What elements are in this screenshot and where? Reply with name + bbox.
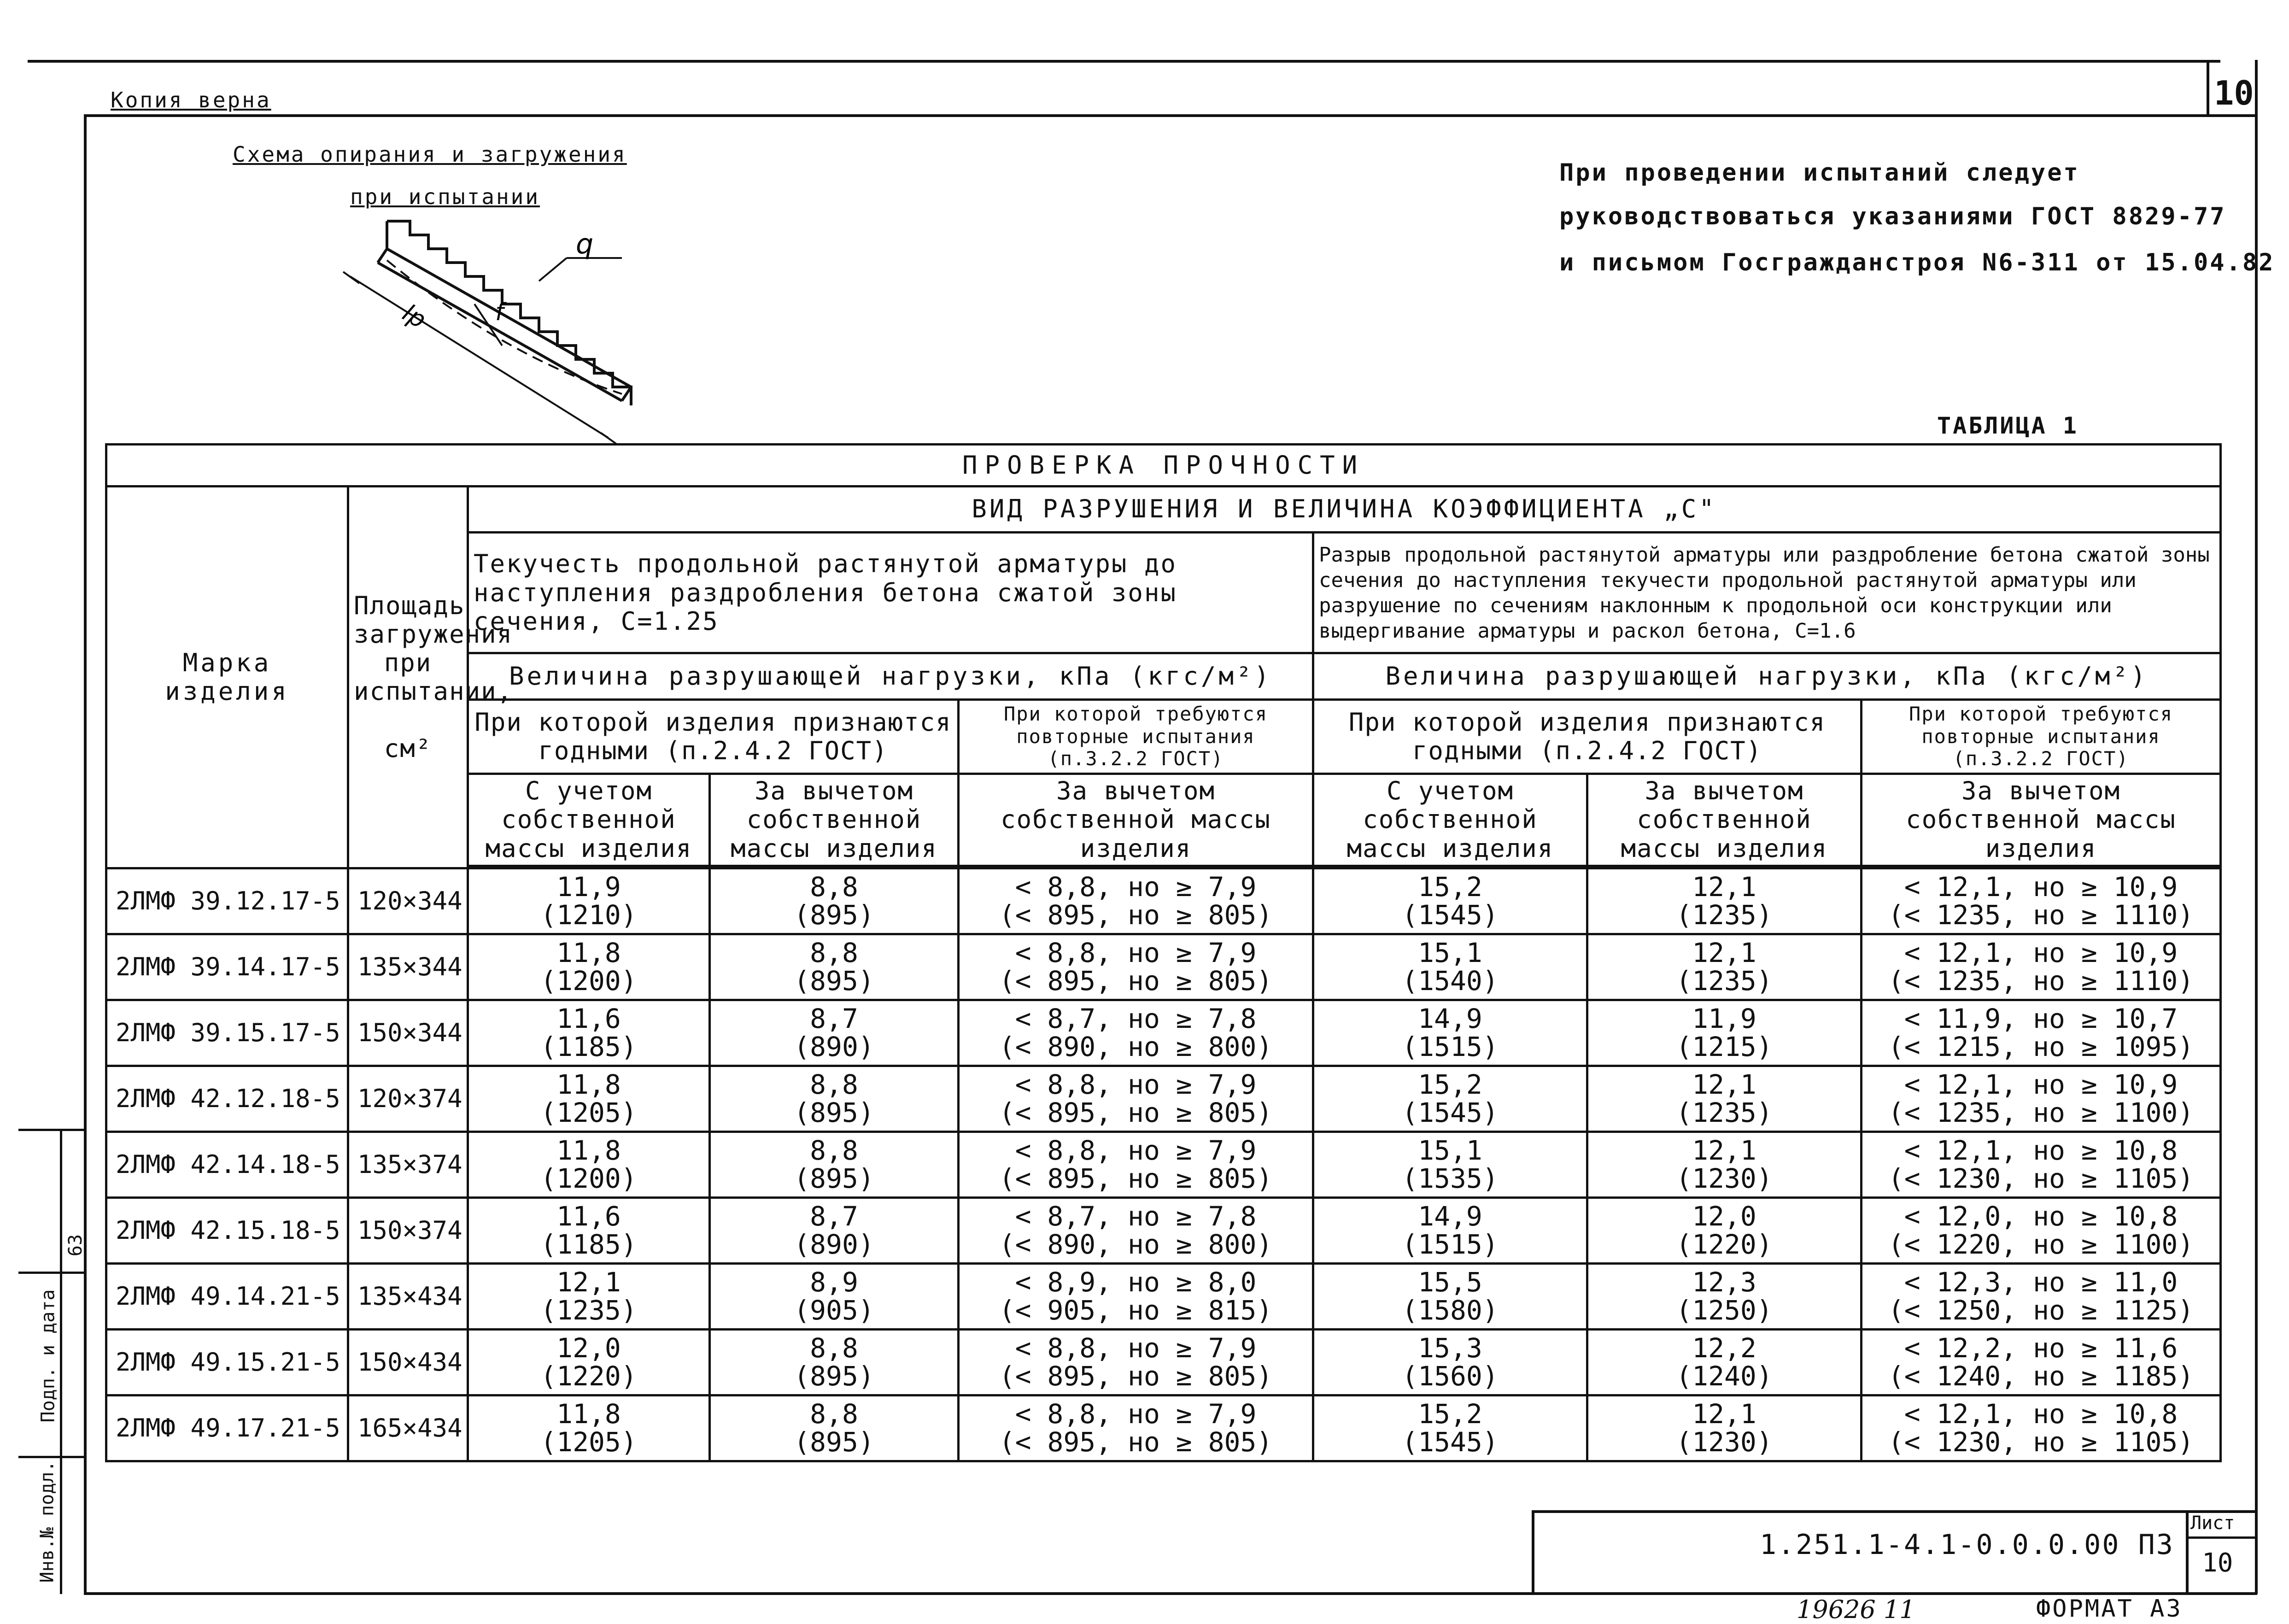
value: 12,1	[1692, 871, 1756, 903]
value-kgs: (< 895, но ≥ 805)	[999, 1163, 1273, 1195]
value-kgs: (890)	[794, 1031, 874, 1063]
value: 15,2	[1418, 871, 1482, 903]
frame-right	[2255, 60, 2258, 1594]
value: 8,8	[810, 1135, 858, 1167]
cell-g1-with	[468, 1330, 710, 1395]
stamp-h1	[18, 1129, 84, 1131]
value-kgs: (1210)	[540, 899, 637, 931]
cell-g1-with	[468, 1132, 710, 1198]
group2-title: Разрыв продольной растянутой арматуры или раздробление бетона сжатой зоны сечения до наступления текучести продольной растянутой арматуры или разрушение по сечениям наклонным к продольной оси конструкции или выдергивание арматуры и раскол бетона, С=1.6	[1313, 533, 2221, 653]
value: 11,8	[556, 1135, 621, 1167]
value-kgs: (< 1240, но ≥ 1185)	[1888, 1360, 2194, 1392]
row-area: 165×434	[348, 1395, 468, 1461]
value: 12,0	[556, 1332, 621, 1364]
cell-g1-retest	[959, 1132, 1313, 1198]
cell-g1-retest	[959, 1066, 1313, 1132]
value-kgs: (1185)	[540, 1229, 637, 1261]
scheme-title-2: при испытании	[350, 184, 540, 209]
value: < 8,7, но ≥ 7,8	[1015, 1201, 1257, 1232]
value: 8,8	[810, 871, 858, 903]
cell-g2-with	[1313, 934, 1587, 1000]
cell-g2-without	[1587, 1000, 1862, 1066]
row-area: 135×374	[348, 1132, 468, 1198]
value-kgs: (1230)	[1676, 1163, 1773, 1195]
value-kgs: (895)	[794, 1163, 874, 1195]
cell-g2-retest	[1862, 1066, 2221, 1132]
value-kgs: (1235)	[540, 1295, 637, 1326]
value-kgs: (< 1230, но ≥ 1105)	[1888, 1163, 2194, 1195]
loading-scheme-drawing	[336, 207, 668, 447]
note-line-1: При проведении испытаний следует	[1559, 159, 2080, 187]
table-title: ПРОВЕРКА ПРОЧНОСТИ	[106, 445, 2221, 487]
table-row	[106, 1066, 2221, 1132]
cell-g1-with	[468, 1000, 710, 1066]
value: < 8,8, но ≥ 7,9	[1015, 937, 1257, 969]
vid-header: ВИД РАЗРУШЕНИЯ И ВЕЛИЧИНА КОЭФФИЦИЕНТА „С"	[468, 486, 2221, 533]
q-leader	[539, 258, 567, 281]
col-area-header	[348, 486, 513, 868]
value-kgs: (1235)	[1676, 1097, 1773, 1129]
cell-g1-without	[710, 1330, 959, 1395]
good-title-g2: При которой изделия признаются годными (п.2.4.2 ГОСТ)	[1313, 699, 1862, 774]
value-kgs: (895)	[794, 965, 874, 997]
value: 14,9	[1418, 1201, 1482, 1232]
stamp-h3	[18, 1456, 84, 1458]
col-mark-header: Марка изделия	[106, 486, 348, 868]
stamp-inv: Инв.№ подл.	[36, 1460, 58, 1583]
load-title-g2: Величина разрушающей нагрузки, кПа (кгс/м²)	[1313, 653, 2221, 699]
cell-g1-with	[468, 1066, 710, 1132]
value: 11,8	[556, 937, 621, 969]
value: 15,1	[1418, 937, 1482, 969]
cell-g2-without	[1587, 1132, 1862, 1198]
cell-g2-retest	[1862, 1000, 2221, 1066]
cell-g1-without	[710, 1264, 959, 1330]
value-kgs: (1215)	[1676, 1031, 1773, 1063]
table-row	[106, 1264, 2221, 1330]
value-kgs: (905)	[794, 1295, 874, 1326]
cell-g1-without	[710, 868, 959, 934]
group1-title: Текучесть продольной растянутой арматуры до наступления раздробления бетона сжатой зоны сечения, С=1.25	[468, 533, 1313, 653]
cell-g2-without	[1587, 1264, 1862, 1330]
row-mark: 2ЛМФ 42.15.18-5	[106, 1198, 348, 1264]
value-kgs: (890)	[794, 1229, 874, 1261]
cell-g1-with	[468, 868, 710, 934]
value-kgs: (1560)	[1402, 1360, 1499, 1392]
cell-g1-retest	[959, 934, 1313, 1000]
value: 11,8	[556, 1069, 621, 1101]
stamp-podp: Подп. и дата	[37, 1289, 59, 1423]
value: 12,1	[1692, 1135, 1756, 1167]
row-area: 120×344	[348, 868, 468, 934]
value-kgs: (1235)	[1676, 965, 1773, 997]
col-area-unit: см²	[384, 734, 432, 763]
row-area: 150×434	[348, 1330, 468, 1395]
value-kgs: (< 1215, но ≥ 1095)	[1888, 1031, 2194, 1063]
row-area: 135×344	[348, 934, 468, 1000]
value-kgs: (< 895, но ≥ 805)	[999, 1426, 1273, 1458]
value: < 8,8, но ≥ 7,9	[1015, 1398, 1257, 1430]
cell-g2-without	[1587, 868, 1862, 934]
col-area-text: Площадь загружения при испытании,	[354, 591, 513, 706]
list-label: Лист	[2190, 1513, 2235, 1534]
value: 8,7	[810, 1003, 858, 1035]
value-kgs: (1250)	[1676, 1295, 1773, 1326]
value: 12,0	[1692, 1201, 1756, 1232]
title-block-list-line	[2186, 1536, 2255, 1539]
cell-g1-retest	[959, 1198, 1313, 1264]
row-mark: 2ЛМФ 49.14.21-5	[106, 1264, 348, 1330]
note-line-2: руководствоваться указаниями ГОСТ 8829-77	[1559, 203, 2226, 230]
cell-g2-retest	[1862, 1132, 2221, 1198]
row-mark: 2ЛМФ 42.14.18-5	[106, 1132, 348, 1198]
value-kgs: (895)	[794, 1097, 874, 1129]
value-kgs: (1220)	[1676, 1229, 1773, 1261]
value-kgs: (< 890, но ≥ 800)	[999, 1229, 1273, 1261]
value-kgs: (1515)	[1402, 1031, 1499, 1063]
stamp-h2	[18, 1272, 84, 1274]
label-f: f	[495, 299, 504, 326]
value-kgs: (895)	[794, 899, 874, 931]
value: 8,8	[810, 1069, 858, 1101]
cell-g1-without	[710, 934, 959, 1000]
table-row	[106, 1000, 2221, 1066]
value-kgs: (< 1235, но ≥ 1110)	[1888, 899, 2194, 931]
cell-g1-retest	[959, 1330, 1313, 1395]
sheet-corner-number: 10	[2214, 74, 2254, 112]
value: 14,9	[1418, 1003, 1482, 1035]
cell-g1-retest	[959, 1000, 1313, 1066]
value-kgs: (< 895, но ≥ 805)	[999, 899, 1273, 931]
cell-g1-without	[710, 1000, 959, 1066]
value-kgs: (1545)	[1402, 1426, 1499, 1458]
value: 12,1	[1692, 1069, 1756, 1101]
frame-top-right	[2207, 60, 2209, 115]
cell-g1-retest	[959, 1395, 1313, 1461]
corner-box-bottom	[2207, 114, 2257, 117]
row-area: 120×374	[348, 1066, 468, 1132]
cell-g1-without	[710, 1198, 959, 1264]
cell-g1-without	[710, 1132, 959, 1198]
cell-g1-with	[468, 1395, 710, 1461]
value: 15,1	[1418, 1135, 1482, 1167]
margin-number: 63	[65, 1234, 87, 1257]
value: < 11,9, но ≥ 10,7	[1904, 1003, 2178, 1035]
cell-g2-with	[1313, 868, 1587, 934]
value: 11,9	[556, 871, 621, 903]
value: 15,2	[1418, 1398, 1482, 1430]
cell-g2-retest	[1862, 868, 2221, 934]
value-kgs: (1540)	[1402, 965, 1499, 997]
value: < 12,0, но ≥ 10,8	[1904, 1201, 2178, 1232]
row-mark: 2ЛМФ 49.15.21-5	[106, 1330, 348, 1395]
row-mark: 2ЛМФ 49.17.21-5	[106, 1395, 348, 1461]
table-row	[106, 868, 2221, 934]
cell-g1-retest	[959, 1264, 1313, 1330]
value: < 8,8, но ≥ 7,9	[1015, 1069, 1257, 1101]
value: < 12,1, но ≥ 10,9	[1904, 937, 2178, 969]
sub-without-g2-retest: За вычетом собственной массы изделия	[1862, 774, 2221, 866]
sub-with-g2: С учетом собственной массы изделия	[1313, 774, 1587, 866]
row-area: 150×374	[348, 1198, 468, 1264]
label-lp: lp	[398, 299, 431, 334]
row-mark: 2ЛМФ 39.12.17-5	[106, 868, 348, 934]
cell-g2-without	[1587, 934, 1862, 1000]
cell-g2-retest	[1862, 1330, 2221, 1395]
value-kgs: (< 1230, но ≥ 1105)	[1888, 1426, 2194, 1458]
value-kgs: (1200)	[540, 1163, 637, 1195]
value: < 12,1, но ≥ 10,9	[1904, 1069, 2178, 1101]
cell-g2-without	[1587, 1198, 1862, 1264]
value: < 12,1, но ≥ 10,9	[1904, 871, 2178, 903]
value: < 12,3, но ≥ 11,0	[1904, 1266, 2178, 1298]
value-kgs: (< 1235, но ≥ 1100)	[1888, 1097, 2194, 1129]
table-row	[106, 1395, 2221, 1461]
cell-g1-without	[710, 1066, 959, 1132]
sub-without-g2: За вычетом собственной массы изделия	[1587, 774, 1862, 866]
value-kgs: (1535)	[1402, 1163, 1499, 1195]
cell-g2-without	[1587, 1395, 1862, 1461]
value-kgs: (1545)	[1402, 1097, 1499, 1129]
cell-g2-with	[1313, 1000, 1587, 1066]
top-rule	[28, 60, 2220, 63]
value-kgs: (< 895, но ≥ 805)	[999, 1360, 1273, 1392]
span-tick-1	[343, 272, 359, 283]
value: 8,9	[810, 1266, 858, 1298]
table-row	[106, 934, 2221, 1000]
value-kgs: (1220)	[540, 1360, 637, 1392]
value: < 8,7, но ≥ 7,8	[1015, 1003, 1257, 1035]
value-kgs: (1580)	[1402, 1295, 1499, 1326]
value: 12,1	[1692, 1398, 1756, 1430]
cell-g2-retest	[1862, 1198, 2221, 1264]
value-kgs: (< 1220, но ≥ 1100)	[1888, 1229, 2194, 1261]
value: 12,3	[1692, 1266, 1756, 1298]
value: 15,5	[1418, 1266, 1482, 1298]
value: 11,6	[556, 1201, 621, 1232]
value: 11,8	[556, 1398, 621, 1430]
value-kgs: (1205)	[540, 1097, 637, 1129]
table-row	[106, 1132, 2221, 1198]
label-q: q	[576, 228, 594, 260]
row-mark: 2ЛМФ 39.14.17-5	[106, 934, 348, 1000]
table-row	[106, 1198, 2221, 1264]
cell-g2-without	[1587, 1330, 1862, 1395]
footer-number: 19626 11	[1797, 1595, 1915, 1624]
value-kgs: (1185)	[540, 1031, 637, 1063]
cell-g2-retest	[1862, 934, 2221, 1000]
value: 8,8	[810, 937, 858, 969]
value-kgs: (< 890, но ≥ 800)	[999, 1031, 1273, 1063]
retest-title-g2: При которой требуются повторные испытания (п.3.2.2 ГОСТ)	[1862, 699, 2221, 774]
value: < 12,1, но ≥ 10,8	[1904, 1135, 2178, 1167]
value: < 12,2, но ≥ 11,6	[1904, 1332, 2178, 1364]
cell-g2-retest	[1862, 1264, 2221, 1330]
list-number: 10	[2202, 1548, 2233, 1578]
retest-title-g1: При которой требуются повторные испытания (п.3.2.2 ГОСТ)	[959, 699, 1313, 774]
value: < 8,8, но ≥ 7,9	[1015, 1332, 1257, 1364]
cell-g2-without	[1587, 1066, 1862, 1132]
value-kgs: (1230)	[1676, 1426, 1773, 1458]
sub-without-g1-retest: За вычетом собственной массы изделия	[959, 774, 1313, 866]
value-kgs: (< 895, но ≥ 805)	[999, 965, 1273, 997]
value: 12,1	[556, 1266, 621, 1298]
kopiya-verna: Копия верна	[111, 88, 271, 112]
cell-g2-with	[1313, 1395, 1587, 1461]
value: < 8,8, но ≥ 7,9	[1015, 871, 1257, 903]
frame-left	[84, 114, 87, 1593]
cell-g2-with	[1313, 1264, 1587, 1330]
cell-g2-with	[1313, 1066, 1587, 1132]
table-row	[106, 1330, 2221, 1395]
value-kgs: (1545)	[1402, 899, 1499, 931]
value-kgs: (< 905, но ≥ 815)	[999, 1295, 1273, 1326]
row-area: 135×434	[348, 1264, 468, 1330]
cell-g2-retest	[1862, 1395, 2221, 1461]
value-kgs: (< 895, но ≥ 805)	[999, 1097, 1273, 1129]
value-kgs: (< 1250, но ≥ 1125)	[1888, 1295, 2194, 1326]
value: 15,2	[1418, 1069, 1482, 1101]
value: 8,8	[810, 1398, 858, 1430]
value-kgs: (< 1235, но ≥ 1110)	[1888, 965, 2194, 997]
value: 12,1	[1692, 937, 1756, 969]
strength-table	[105, 443, 2222, 1462]
beam-end-left	[378, 249, 387, 263]
frame-inner-top	[84, 114, 2257, 117]
document-code: 1.251.1-4.1-0.0.0.00 ПЗ	[1760, 1529, 2174, 1561]
load-title-g1: Величина разрушающей нагрузки, кПа (кгс/м²)	[468, 653, 1313, 699]
value: < 8,8, но ≥ 7,9	[1015, 1135, 1257, 1167]
value: 11,9	[1692, 1003, 1756, 1035]
title-block-divider	[2186, 1510, 2189, 1593]
table-label: ТАБЛИЦА 1	[1937, 412, 2078, 439]
value-kgs: (1205)	[540, 1426, 637, 1458]
value-kgs: (895)	[794, 1360, 874, 1392]
value: 11,6	[556, 1003, 621, 1035]
sub-without-g1: За вычетом собственной массы изделия	[710, 774, 959, 866]
cell-g2-with	[1313, 1330, 1587, 1395]
cell-g1-with	[468, 1264, 710, 1330]
value-kgs: (1240)	[1676, 1360, 1773, 1392]
scheme-title-1: Схема опирания и загружения	[233, 142, 627, 167]
value: 8,8	[810, 1332, 858, 1364]
row-area: 150×344	[348, 1000, 468, 1066]
value: 12,2	[1692, 1332, 1756, 1364]
cell-g1-with	[468, 1198, 710, 1264]
cell-g2-with	[1313, 1132, 1587, 1198]
value-kgs: (1235)	[1676, 899, 1773, 931]
cell-g1-with	[468, 934, 710, 1000]
cell-g1-retest	[959, 868, 1313, 934]
cell-g1-without	[710, 1395, 959, 1461]
value-kgs: (895)	[794, 1426, 874, 1458]
row-mark: 2ЛМФ 39.15.17-5	[106, 1000, 348, 1066]
value: < 12,1, но ≥ 10,8	[1904, 1398, 2178, 1430]
stamp-vline	[60, 1129, 62, 1594]
value: < 8,9, но ≥ 8,0	[1015, 1266, 1257, 1298]
sub-with-g1: С учетом собственной массы изделия	[468, 774, 710, 866]
good-title-g1: При которой изделия признаются годными (п.2.4.2 ГОСТ)	[468, 699, 959, 774]
value: 8,7	[810, 1201, 858, 1232]
value-kgs: (1200)	[540, 965, 637, 997]
format-label: ФОРМАТ А3	[2036, 1595, 2183, 1623]
value-kgs: (1515)	[1402, 1229, 1499, 1261]
value: 15,3	[1418, 1332, 1482, 1364]
note-line-3: и письмом Госгражданстроя N6-311 от 15.04.82	[1559, 249, 2275, 276]
row-mark: 2ЛМФ 42.12.18-5	[106, 1066, 348, 1132]
cell-g2-with	[1313, 1198, 1587, 1264]
